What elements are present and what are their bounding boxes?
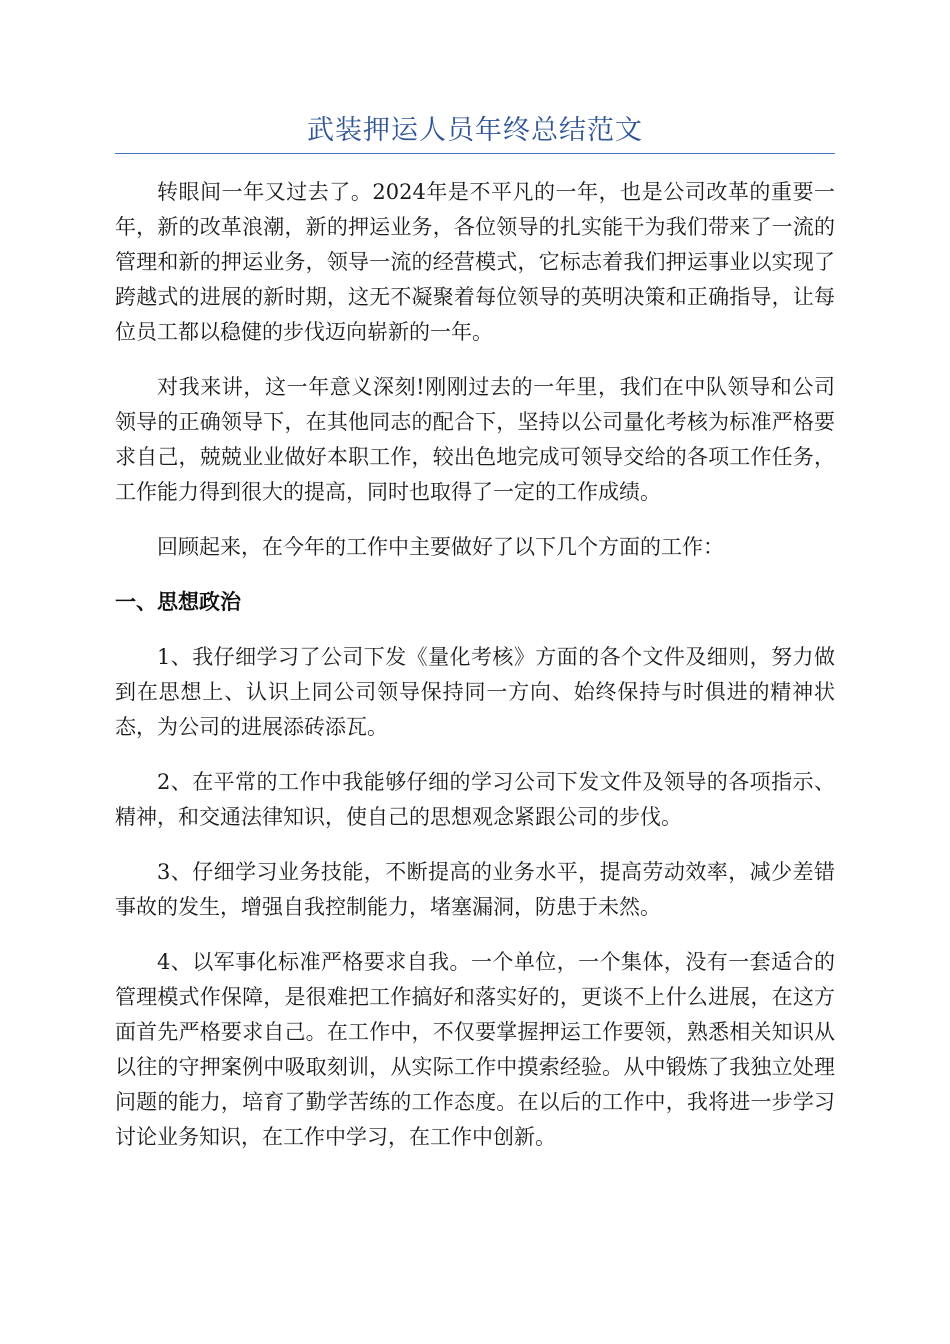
- document-body: [115, 175, 835, 1175]
- paragraph-item-4: 4、以军事化标准严格要求自我。一个单位，一个集体，没有一套适合的管理模式作保障，是很难把工作搞好和落实好的，更谈不上什么进展，在这方面首先严格要求自己。在工作中，不仅要掌握押运工作要领，熟悉相关知识从以往的守押案例中吸取刻训，从实际工作中摸索经验。从中锻炼了我独立处理问题的能力，培育了勤学苦练的工作态度。在以后的工作中，我将进一步学习讨论业务知识，在工作中学习，在工作中创新。: [115, 950, 835, 1149]
- document-title: 武装押运人员年终总结范文: [307, 115, 643, 146]
- paragraph-intro-1: 转眼间一年又过去了。2024年是不平凡的一年，也是公司改革的重要一年，新的改革浪潮，新的押运业务，各位领导的扎实能干为我们带来了一流的管理和新的押运业务，领导一流的经营模式，它标志着我们押运事业以实现了跨越式的进展的新时期，这无不凝聚着每位领导的英明决策和正确指导，让每位员工都以稳健的步伐迈向崭新的一年。: [115, 180, 835, 344]
- section-heading-ideology: 一、思想政治: [115, 590, 241, 614]
- paragraph-intro-3: 回顾起来，在今年的工作中主要做好了以下几个方面的工作：: [157, 535, 724, 559]
- paragraph-intro-2: 对我来讲，这一年意义深刻!刚刚过去的一年里，我们在中队领导和公司领导的正确领导下，在其他同志的配合下，坚持以公司量化考核为标准严格要求自己，兢兢业业做好本职工作，较出色地完成可领导交给的各项工作任务，工作能力得到很大的提高，同时也取得了一定的工作成绩。: [115, 375, 835, 504]
- paragraph-item-2: 2、在平常的工作中我能够仔细的学习公司下发文件及领导的各项指示、精神，和交通法律知识，使自己的思想观念紧跟公司的步伐。: [115, 770, 835, 829]
- paragraph-item-1: 1、我仔细学习了公司下发《量化考核》方面的各个文件及细则，努力做到在思想上、认识上同公司领导保持同一方向、始终保持与时俱进的精神状态，为公司的进展添砖添瓦。: [115, 645, 835, 739]
- paragraph-item-3: 3、仔细学习业务技能，不断提高的业务水平，提高劳动效率，减少差错事故的发生，增强自我控制能力，堵塞漏洞，防患于未然。: [115, 860, 835, 919]
- title-underline-divider: [115, 153, 835, 154]
